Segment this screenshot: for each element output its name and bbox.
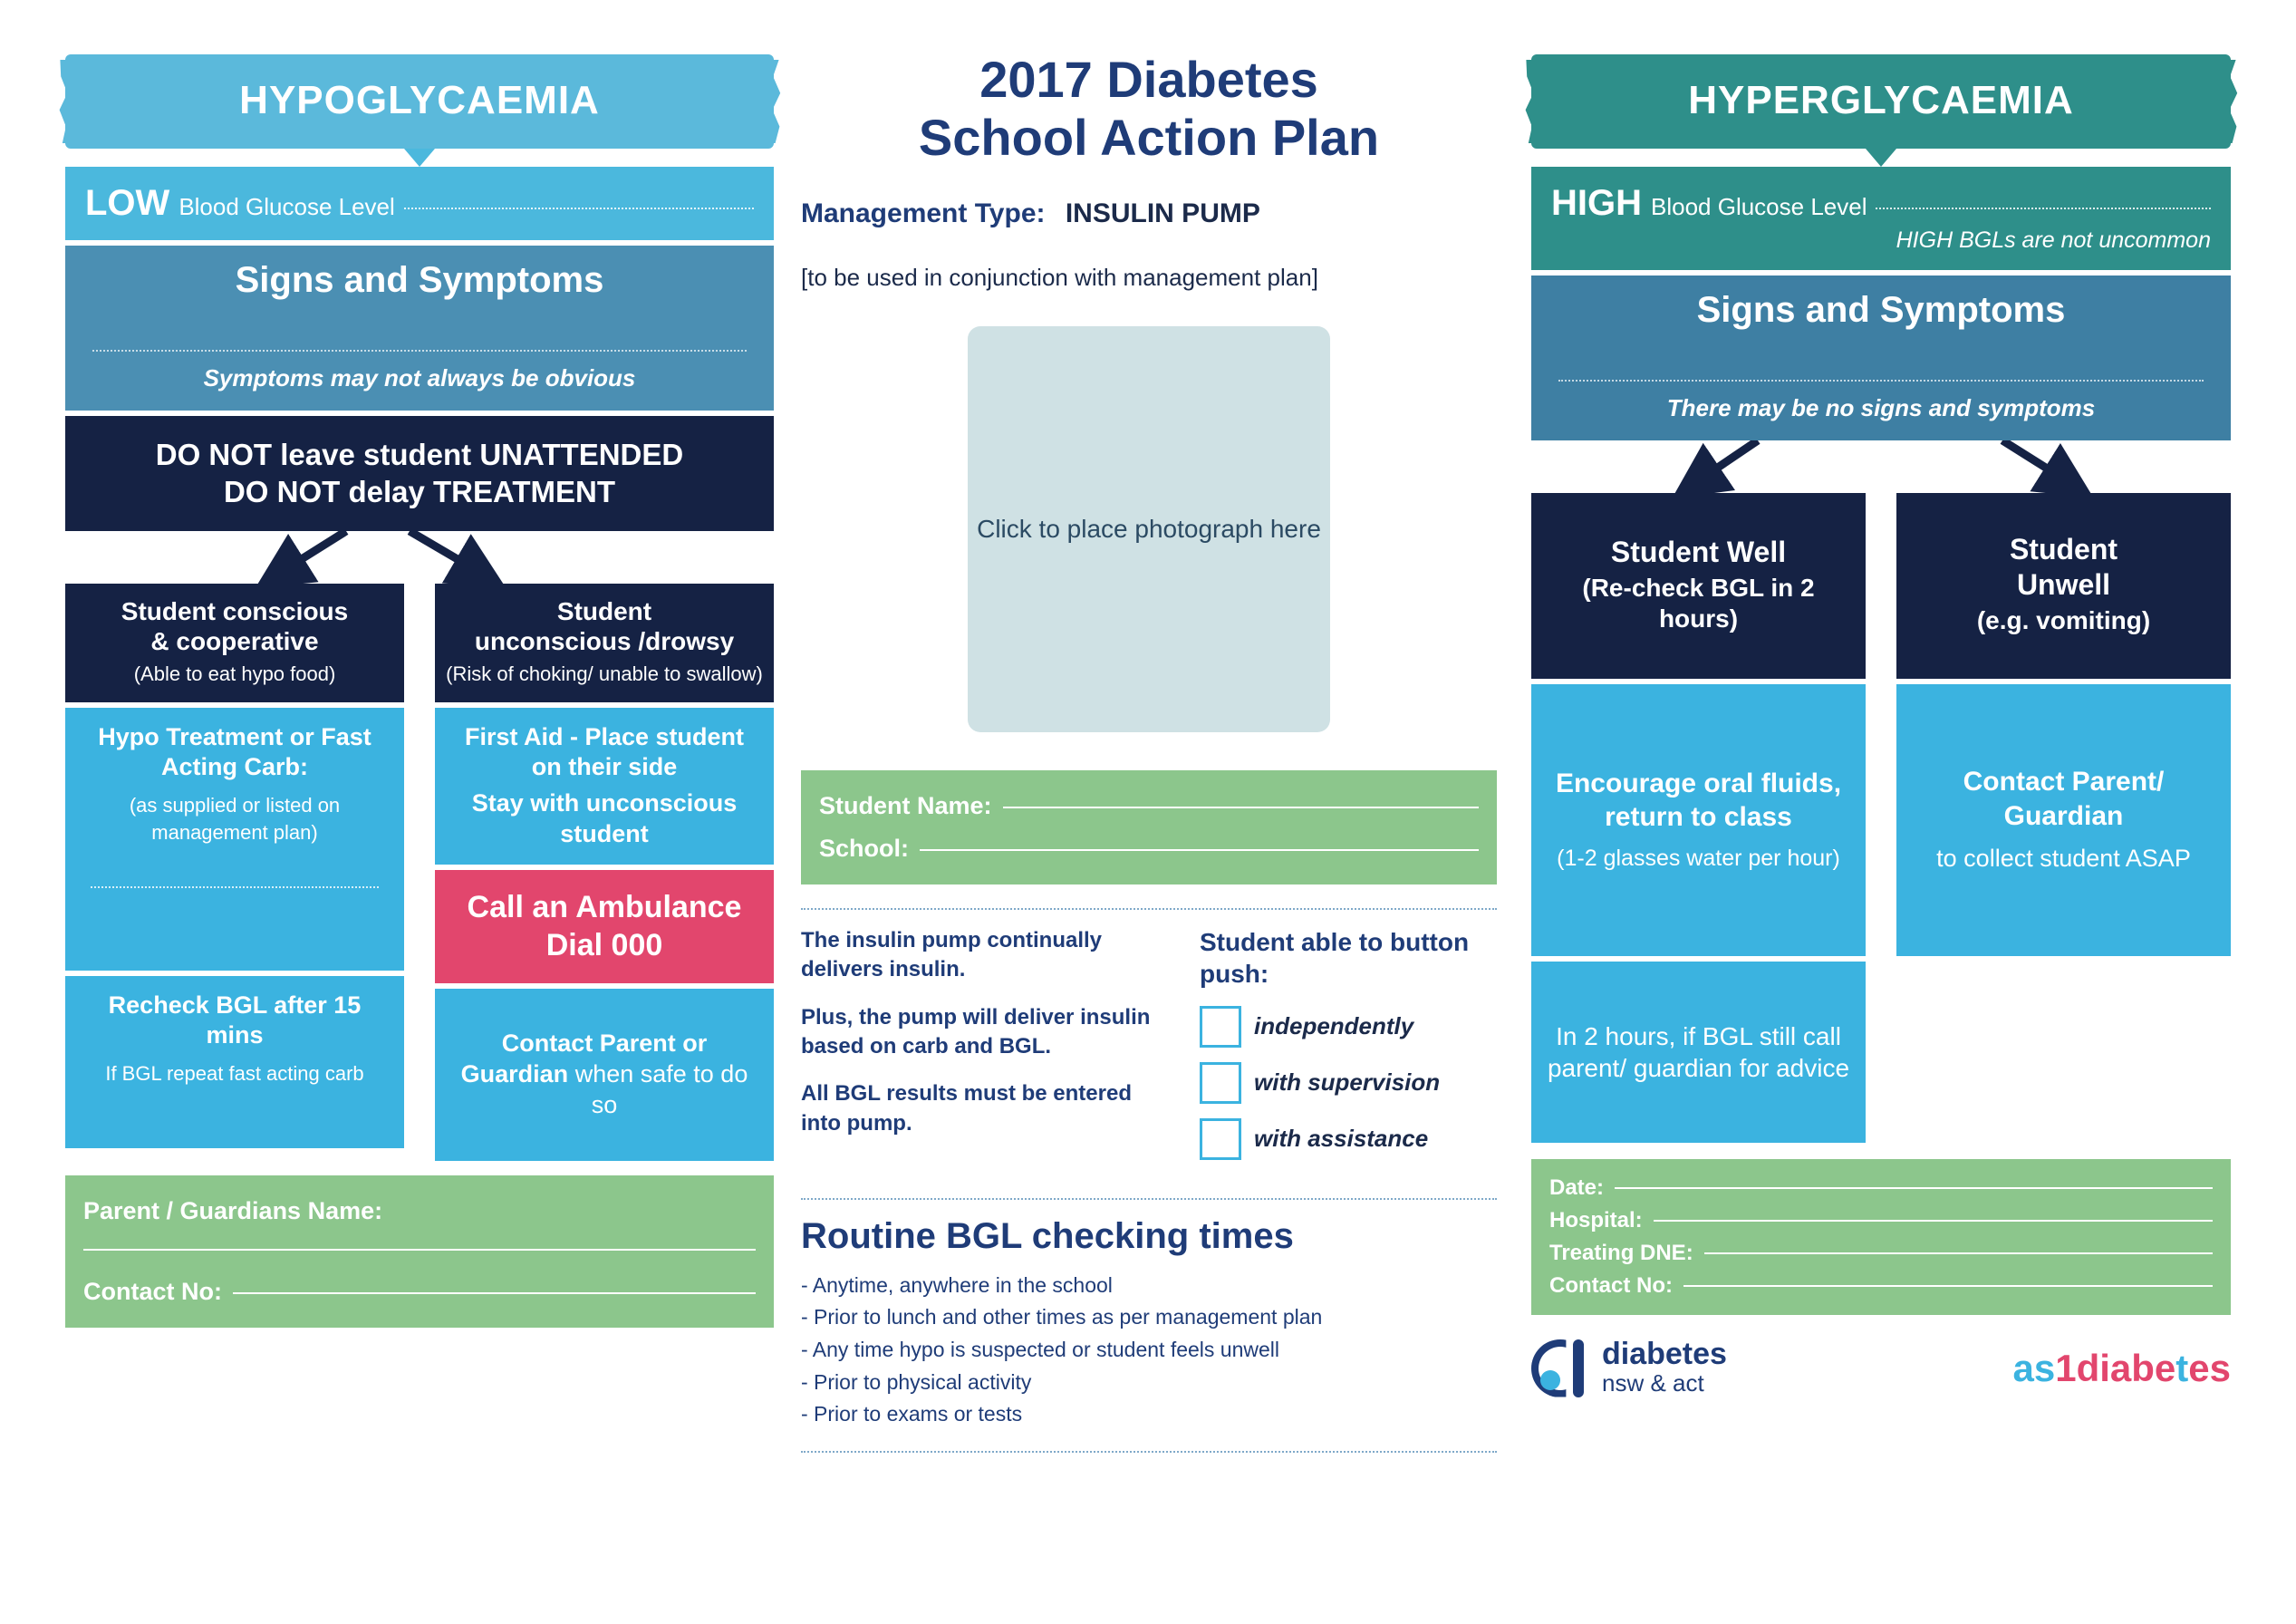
hyperglycaemia-banner-label: HYPERGLYCAEMIA [1688,78,2074,122]
arrow-icon [404,149,435,167]
hyper-contact-label: Contact No: [1549,1273,1673,1298]
hyper-well-action-box [1531,684,1866,956]
school-label: School: [819,834,909,862]
diabetes-logo-line1: diabetes [1602,1337,1727,1371]
call-ambulance-box [435,870,774,983]
treating-dne-label: Treating DNE: [1549,1241,1693,1265]
page-title-line1: 2017 Diabetes [979,51,1318,108]
hyper-well-action-title: Encourage oral fluids, return to class [1555,768,1842,833]
hyper-bgl-box [1531,167,2231,270]
as1-logo-part3: diabe [2076,1346,2176,1389]
hypo-unconscious-branch [435,584,774,1161]
hypo-conscious-branch [65,584,404,1161]
routine-title: Routine BGL checking times [801,1215,1294,1256]
conjunction-note: [to be used in conjunction with management plan] [801,263,1318,291]
button-push-title: Student able to button push: [1200,927,1470,988]
checkbox-label-with-assistance: with assistance [1254,1125,1429,1153]
pump-paragraph-3: All BGL results must be entered into pump. [801,1081,1132,1136]
routine-item-1: - Anytime, anywhere in the school [801,1272,1113,1297]
hyper-unwell-sub: (e.g. vomiting) [1976,606,2151,635]
student-name-row[interactable] [819,785,1479,827]
checkbox-row-with-assistance[interactable] [1200,1118,1497,1160]
hyper-signs-title: Signs and Symptoms [1696,290,2066,330]
hyper-branches [1531,493,2231,1143]
photo-placeholder[interactable] [968,326,1330,732]
checkbox-independently[interactable] [1200,1006,1241,1048]
logos-row [1531,1339,2231,1397]
routine-item-5: - Prior to exams or tests [801,1402,1023,1426]
hyperglycaemia-banner [1531,54,2231,149]
arrow-icon [1866,149,1896,167]
branch-arrow-icon [1531,440,2231,493]
hospital-row[interactable] [1549,1204,2213,1237]
diabetes-logo-line2: nsw & act [1602,1369,1704,1397]
hyper-unwell-action-box [1896,684,2231,956]
hyper-unwell-header [1896,493,2231,679]
hyper-unwell-line1: Student [2009,533,2118,566]
hypo-recheck-title: Recheck BGL after 15 mins [108,991,362,1049]
hyper-signs-note: There may be no signs and symptoms [1666,394,2096,421]
hypo-treatment-title: Hypo Treatment or Fast Acting Carb: [98,722,371,781]
date-input[interactable] [1615,1187,2213,1189]
hypo-conscious-line1: Student conscious [121,596,349,625]
hyper-bgl-label: Blood Glucose Level [1651,193,1867,220]
hypo-bgl-box [65,167,774,240]
divider [1558,380,2204,382]
hypo-bgl-label: Blood Glucose Level [178,193,395,220]
pump-info-text [801,926,1163,1174]
hypo-warning-line1: DO NOT leave student UNATTENDED [155,438,684,471]
hypo-conscious-line2: & cooperative [150,627,319,656]
hyper-well-action-sub: (1-2 glasses water per hour) [1557,845,1840,871]
hypo-parent-details-form [65,1175,774,1328]
hypo-contact-bold: Contact Parent or Guardian [460,1030,708,1088]
as1-diabetes-logo [2013,1347,2232,1390]
center-column [801,0,1497,1469]
hyper-bgl-level: HIGH [1551,183,1642,223]
hypo-bgl-level: LOW [85,183,170,223]
parent-name-row[interactable] [83,1190,756,1232]
hypo-contact-parent-box [435,989,774,1161]
dotted-fill-line [1876,208,2211,209]
parent-name-label: Parent / Guardians Name: [83,1196,383,1224]
parent-name-input[interactable] [83,1249,756,1251]
hypo-conscious-sub: (Able to eat hypo food) [133,662,336,685]
pump-paragraph-1: The insulin pump continually delivers insulin. [801,927,1103,982]
hospital-label: Hospital: [1549,1208,1643,1232]
checkbox-with-supervision[interactable] [1200,1062,1241,1104]
date-row[interactable] [1549,1172,2213,1204]
hypo-unconscious-header [435,584,774,702]
hypo-firstaid-title: First Aid - Place student on their side [464,722,745,781]
hypo-signs-note: Symptoms may not always be obvious [203,364,636,392]
hypo-unconscious-line2: unconscious /drowsy [474,627,735,656]
call-ambulance-label: Call an Ambulance Dial 000 [467,889,742,963]
pump-paragraph-2: Plus, the pump will deliver insulin based on carb and BGL. [801,1004,1151,1058]
pump-info-section [801,926,1497,1174]
student-name-label: Student Name: [819,791,992,819]
hyper-unwell-action-title: Contact Parent/ Guardian [1963,767,2165,831]
hypo-recheck-box [65,976,404,1148]
hospital-input[interactable] [1654,1220,2213,1222]
date-label: Date: [1549,1175,1605,1200]
hyper-branch-arrows [1531,440,2231,493]
hypo-recheck-sub: If BGL repeat fast acting carb [105,1062,364,1086]
treating-dne-input[interactable] [1704,1252,2213,1254]
hyper-contact-form [1531,1159,2231,1315]
photo-placeholder-label: Click to place photograph here [977,514,1321,543]
divider [801,908,1497,910]
branch-arrow-icon [65,531,774,584]
divider [801,1451,1497,1453]
hypoglycaemia-column [65,54,774,1328]
hyper-contact-row[interactable] [1549,1270,2213,1302]
hypo-warning-box [65,416,774,531]
school-row[interactable] [819,827,1479,870]
hyperglycaemia-column [1531,54,2231,1397]
diabetes-logo-icon [1531,1339,1589,1397]
management-type-row [801,198,1497,229]
hypo-signs-title: Signs and Symptoms [235,260,604,300]
management-type-value: INSULIN PUMP [1065,198,1260,228]
treating-dne-row[interactable] [1549,1237,2213,1270]
hyper-well-followup: In 2 hours, if BGL still call parent/ guardian for advice [1547,1022,1850,1082]
school-input[interactable] [920,849,1479,851]
hyper-contact-input[interactable] [1683,1285,2213,1287]
as1-logo-part5: es [2188,1346,2231,1389]
hyper-signs-box [1531,276,2231,440]
hypo-warning-line2: DO NOT delay TREATMENT [223,475,616,509]
hyper-unwell-branch [1896,493,2231,1143]
checkbox-row-independently[interactable] [1200,1006,1497,1048]
contact-no-label: Contact No: [83,1277,222,1305]
hyper-bgl-note: HIGH BGLs are not uncommon [1896,227,2211,253]
divider [801,1198,1497,1200]
routine-item-2: - Prior to lunch and other times as per management plan [801,1305,1323,1329]
checkbox-label-independently: independently [1254,1012,1414,1040]
hypoglycaemia-banner-label: HYPOGLYCAEMIA [239,78,600,122]
page-title-line2: School Action Plan [918,109,1380,167]
diabetes-nsw-act-logo [1531,1339,1727,1397]
contact-no-row[interactable] [83,1271,756,1313]
hypo-branch-arrows [65,531,774,584]
hypo-firstaid-sub: Stay with unconscious student [471,789,738,847]
as1-logo-part1: as [2012,1346,2056,1389]
button-push-section [1200,926,1497,1174]
hyper-well-header [1531,493,1866,679]
management-type-label: Management Type: [801,198,1046,228]
as1-logo-part2: 1 [2055,1346,2077,1389]
hyper-unwell-action-sub: to collect student ASAP [1936,845,2191,873]
as1-logo-part4: t [2175,1346,2189,1389]
hyper-well-title: Student Well [1610,535,1787,568]
hypo-contact-rest: when safe to do so [574,1059,748,1118]
hyper-well-branch [1531,493,1866,1143]
hypo-treatment-sub: (as supplied or listed on management plan) [129,794,341,844]
hypo-signs-box [65,246,774,411]
hypo-firstaid-box [435,708,774,865]
hypoglycaemia-banner [65,54,774,149]
routine-item-4: - Prior to physical activity [801,1369,1032,1394]
hypo-treatment-box [65,708,404,971]
hyper-well-sub: (Re-check BGL in 2 hours) [1582,574,1815,633]
hyper-well-followup-box [1531,962,1866,1143]
checkbox-with-assistance[interactable] [1200,1118,1241,1160]
divider [91,886,379,888]
hypo-unconscious-sub: (Risk of choking/ unable to swallow) [446,662,763,685]
divider [92,350,747,352]
contact-no-input[interactable] [233,1292,756,1294]
student-details-form [801,770,1497,884]
routine-item-3: - Any time hypo is suspected or student feels unwell [801,1338,1280,1362]
student-name-input[interactable] [1003,807,1479,808]
dotted-fill-line [404,208,754,209]
hypo-conscious-header [65,584,404,702]
page-title [801,51,1497,168]
hypo-branches [65,584,774,1161]
hyper-unwell-line2: Unwell [2016,567,2111,601]
checkbox-row-with-supervision[interactable] [1200,1062,1497,1104]
hypo-unconscious-line1: Student [556,596,652,625]
checkbox-label-with-supervision: with supervision [1254,1068,1441,1097]
